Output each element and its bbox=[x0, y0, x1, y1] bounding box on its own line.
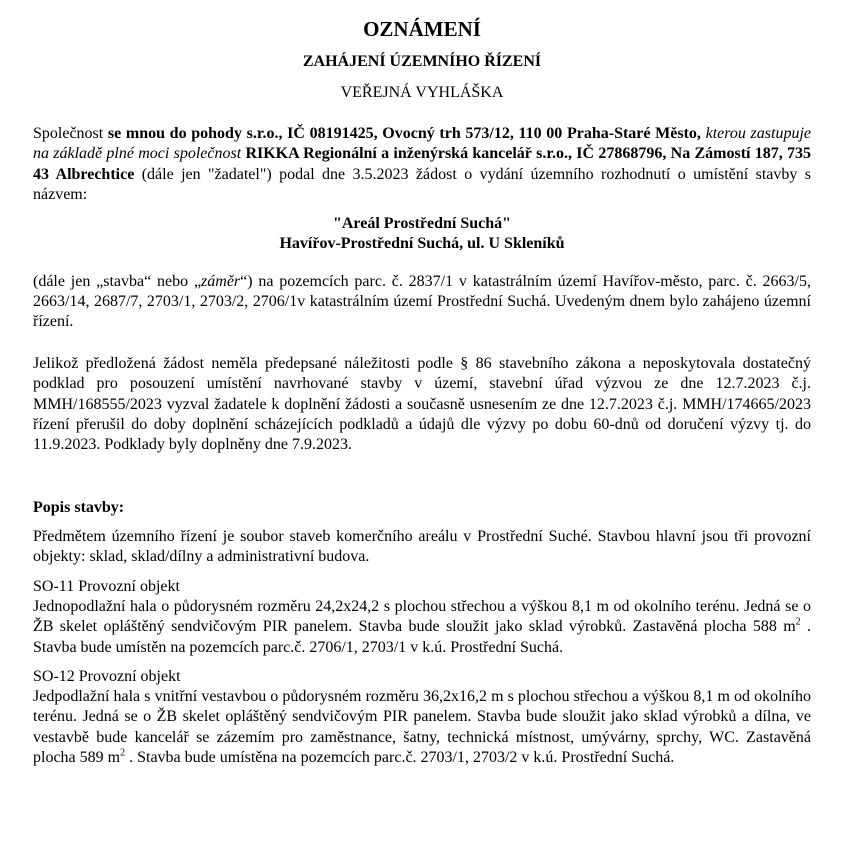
section-heading-popis: Popis stavby: bbox=[33, 498, 125, 516]
so11-text: Jednopodlažní hala o půdorysném rozměru 24,2x24,2 s plochou střechou a výškou 8,1 m od okolního terénu. Jedná se o ŽB skelet opláštěný sendvičovým PIR panelem. Stavba bude sloužit jako sklad výrobků. Zastavěná plocha 588 m bbox=[33, 597, 811, 636]
project-name-block bbox=[33, 214, 811, 254]
representation-note: kterou zastupuje na základě plné moci společnost bbox=[33, 125, 812, 163]
document-page bbox=[33, 0, 811, 769]
so12-heading: SO-12 Provozní objekt bbox=[33, 667, 181, 685]
public-notice-label: VEŘEJNÁ VYHLÁŠKA bbox=[340, 84, 504, 101]
so11-description bbox=[33, 597, 811, 658]
zamer-term: záměr bbox=[201, 272, 241, 290]
so12-text: Jedpodlažní hala s vnitřní vestavbou o půdorysném rozměru 36,2x16,2 m s plochou střechou a výškou 8,1 m od okolního terénu. Jedná se o ŽB skelet opláštěný sendvičovým PIR panelem. Stavba bude sloužit jako sklad výrobků a dílna, ve vestavbě bude kancelář se zázemím pro zaměstnance, šatny, technická místnost, umývárny, sprchy, WC. Zastavěná plocha 589 m bbox=[33, 687, 811, 767]
parcels-paragraph bbox=[33, 272, 811, 333]
document-title: OZNÁMENÍ bbox=[363, 17, 481, 41]
interruption-paragraph: Jelikož předložená žádost neměla předepsané náležitosti podle § 86 stavebního zákona a neposkytovala dostatečný podklad pro posouzení umístění navrhované stavby v území, stavební úřad výzvou ze dne 12.7.2023 č.j. MMH/168555/2023 vyzval žadatele k doplnění žádosti a současně usnesením ze dne 12.7.2023 č.j. MMH/174665/2023 řízení přerušil do doby doplnění scházejících podkladů a údajů dle výzvy po dobu 60-dnů od doručení výzvy tj. do 11.9.2023. Podklady byly doplněny dne 7.9.2023. bbox=[33, 354, 811, 454]
popis-intro-paragraph: Předmětem územního řízení je soubor staveb komerčního areálu v Prostřední Suché. Stavbou hlavní jsou tři provozní objekty: sklad, sklad/dílny a administrativní budova. bbox=[33, 527, 811, 566]
so11-heading: SO-11 Provozní objekt bbox=[33, 577, 180, 595]
so12-superscript: 2 bbox=[120, 747, 126, 759]
agent-company: RIKKA Regionální a inženýrská kancelář s.r.o., IČ 27868796, Na Zámostí 187, 735 43 Albrechtice bbox=[33, 145, 812, 183]
so11-text-end: . Stavba bude umístěn na pozemcích parc.č. 2706/1, 2703/1 v k.ú. Prostřední Suchá. bbox=[33, 618, 812, 656]
applicant-company: se mnou do pohody s.r.o., IČ 08191425, Ovocný trh 573/12, 110 00 Praha-Staré Město, bbox=[107, 125, 701, 142]
parcels-text-end: “) na pozemcích parc. č. 2837/1 v katastrálním území Havířov-město, parc. č. 2663/5, 2663/14, 2687/7, 2703/1, 2703/2, 2706/1v katastrálním území Prostřední Suchá. Uvedeným dnem bylo zahájeno územní řízení. bbox=[33, 272, 811, 331]
so11-superscript: 2 bbox=[795, 616, 801, 628]
so12-text-end: . Stavba bude umístěna na pozemcích parc.č. 2703/1, 2703/2 v k.ú. Prostřední Suchá. bbox=[125, 749, 675, 767]
parcels-text-start: (dále jen „stavba“ nebo „ bbox=[33, 272, 202, 290]
so12-description bbox=[33, 687, 811, 769]
document-subtitle: ZAHÁJENÍ ÚZEMNÍHO ŘÍZENÍ bbox=[302, 53, 542, 70]
project-location: Havířov-Prostřední Suchá, ul. U Skleníků bbox=[279, 234, 565, 252]
intro-text-end: (dále jen "žadatel") podal dne 3.5.2023 žádost o vydání územního rozhodnutí o umístění stavby s názvem: bbox=[33, 165, 812, 204]
intro-paragraph bbox=[33, 124, 811, 206]
intro-text-start: Společnost bbox=[33, 125, 108, 142]
project-name: "Areál Prostřední Suchá" bbox=[332, 214, 512, 232]
